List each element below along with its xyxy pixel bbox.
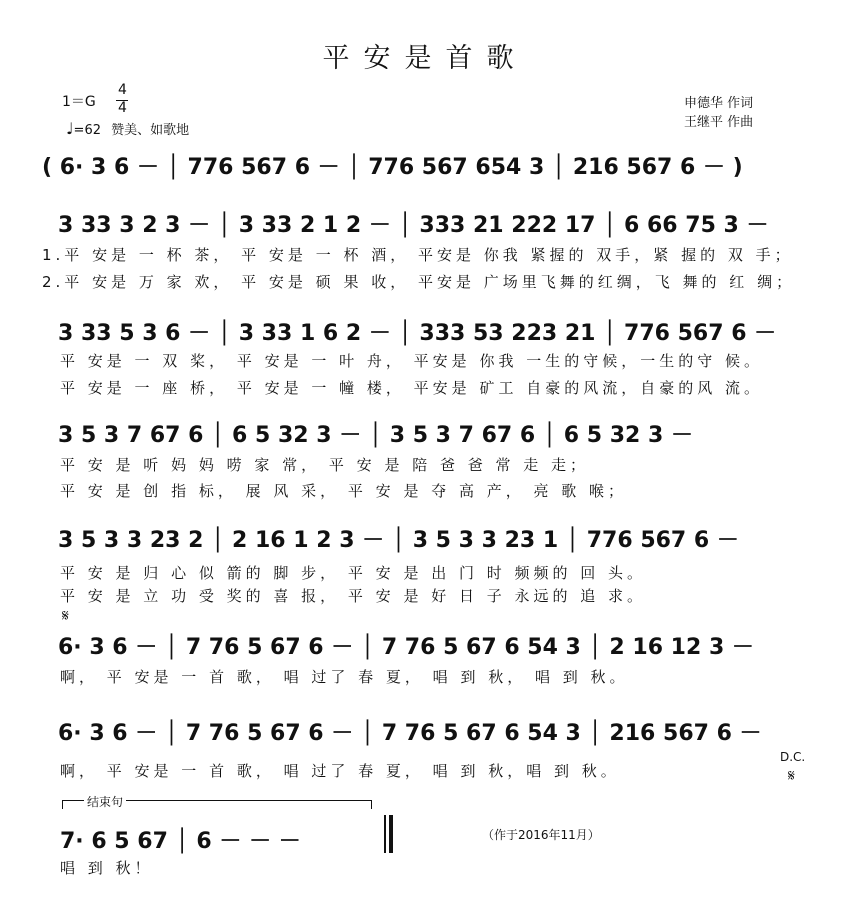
score-line-5: 6· 3 6 － │ 7 76 5 67 6 － │ 7 76 5 67 6 54 3 │ 2 16 12 3 － xyxy=(58,635,754,660)
composer-credit: 王继平 作曲 xyxy=(684,115,754,130)
score-line-intro: ( 6· 3 6 － │ 776 567 6 － │ 776 567 654 3 │ 216 567 6 － ) xyxy=(42,155,743,180)
composition-date: （作于2016年11月） xyxy=(482,828,600,842)
lyrics-line-3-verse-2: 平 安 是 创 指 标， 展 风 采， 平 安 是 夺 高 产， 亮 歌 喉； xyxy=(60,482,628,500)
page-title: 平安是首歌 xyxy=(322,43,528,74)
coda-label: 结束句 xyxy=(84,793,126,810)
score-line-6: 6· 3 6 － │ 7 76 5 67 6 － │ 7 76 5 67 6 54 3 │ 216 567 6 － xyxy=(58,721,762,746)
lyrics-line-1-verse-1: 1.平 安是 一 杯 茶， 平 安是 一 杯 酒， 平安是 你我 紧握的 双手，紧 握的 双 手； xyxy=(42,246,794,264)
score-line-coda: 7· 6 5 67 │ 6 － － － xyxy=(60,829,301,854)
meter-numerator: 4 xyxy=(118,82,127,98)
tempo-value: =62 xyxy=(73,123,101,138)
score-line-2: 3 33 5 3 6 － │ 3 33 1 6 2 － │ 333 53 223 21 │ 776 567 6 － xyxy=(58,321,777,346)
score-line-1: 3 33 3 2 3 － │ 3 33 2 1 2 － │ 333 21 222 17 │ 6 66 75 3 － xyxy=(58,213,769,238)
score-line-4: 3 5 3 3 23 2 │ 2 16 1 2 3 － │ 3 5 3 3 23 1 │ 776 567 6 － xyxy=(58,528,739,553)
quarter-note-icon: ♩ xyxy=(66,119,74,138)
lyrics-line-4-verse-1: 平 安 是 归 心 似 箭的 脚 步， 平 安 是 出 门 时 频频的 回 头。 xyxy=(60,564,647,582)
lyrics-line-1-verse-2: 2.平 安是 万 家 欢， 平 安是 硕 果 收， 平安是 广场里飞舞的红绸，飞 舞的 红 绸； xyxy=(42,273,796,291)
lyrics-line-5: 啊， 平 安是 一 首 歌， 唱 过了 春 夏， 唱 到 秋， 唱 到 秋。 xyxy=(60,668,629,686)
segno-icon: 𝄋 xyxy=(62,606,69,625)
final-barline-thick xyxy=(389,815,393,853)
lyrics-line-coda: 唱 到 秋！ xyxy=(60,859,154,877)
tempo-marking xyxy=(66,119,189,138)
key-signature: 1＝G xyxy=(62,94,96,110)
lyrics-line-6: 啊， 平 安是 一 首 歌， 唱 过了 春 夏， 唱 到 秋，唱 到 秋。 xyxy=(60,762,620,780)
lyricist-credit: 申德华 作词 xyxy=(684,96,754,111)
expression-text: 赞美、如歌地 xyxy=(111,123,190,138)
lyrics-line-2-verse-2: 平 安是 一 座 桥， 平 安是 一 幢 楼， 平安是 矿工 自豪的风流，自豪的风 流。 xyxy=(60,379,763,397)
lyrics-line-4-verse-2: 平 安 是 立 功 受 奖的 喜 报， 平 安 是 好 日 子 永远的 追 求。 xyxy=(60,587,647,605)
segno-end-icon: 𝄋 xyxy=(788,766,795,785)
final-barline-thin xyxy=(384,815,386,853)
lyrics-line-3-verse-1: 平 安 是 听 妈 妈 唠 家 常， 平 安 是 陪 爸 爸 常 走 走； xyxy=(60,456,590,474)
score-line-3: 3 5 3 7 67 6 │ 6 5 32 3 － │ 3 5 3 7 67 6 │ 6 5 32 3 － xyxy=(58,423,693,448)
meter-denominator: 4 xyxy=(118,100,127,116)
lyrics-line-2-verse-1: 平 安是 一 双 桨， 平 安是 一 叶 舟， 平安是 你我 一生的守候，一生的守 候。 xyxy=(60,352,763,370)
da-capo-marking: D.C. xyxy=(780,750,806,764)
